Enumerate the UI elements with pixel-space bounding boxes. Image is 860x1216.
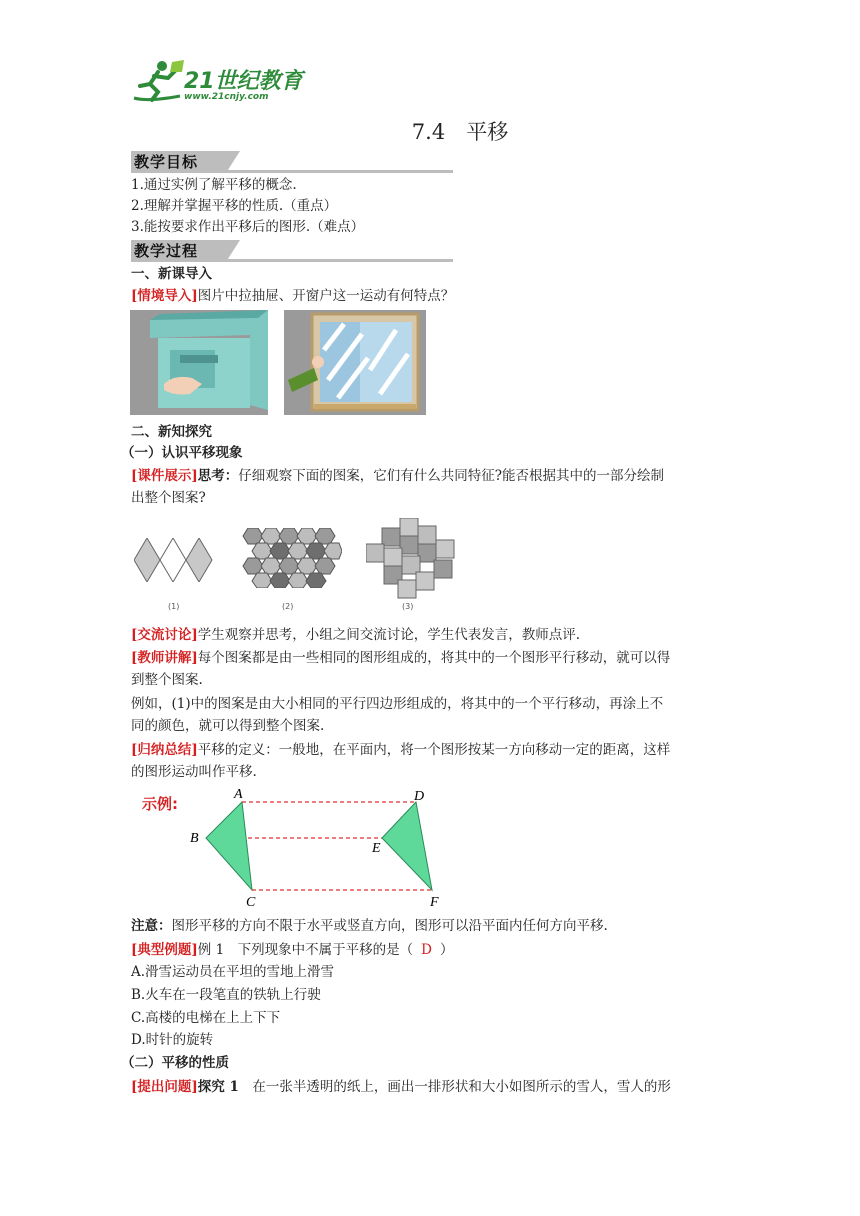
option-item: B.火车在一段笔直的铁轨上行驶 <box>131 987 321 1003</box>
section-bar-goals <box>131 151 453 173</box>
pattern-label: (1) <box>168 602 180 611</box>
answer: D <box>421 942 432 958</box>
goal-item: 1.通过实例了解平移的概念. <box>131 177 297 193</box>
translation-diagram <box>186 786 446 910</box>
question-line: [提出问题]探究 1 在一张半透明的纸上，画出一排形状和大小如图所示的雪人，雪人的形 <box>131 1079 671 1095</box>
drawer-image <box>130 310 268 415</box>
section-bar-process <box>131 240 453 262</box>
point-label: D <box>414 789 425 804</box>
discuss-line: [交流讨论]学生观察并思考，小组之间交流讨论，学生代表发言，教师点评. <box>131 627 581 643</box>
subheading-properties: （二）平移的性质 <box>121 1055 229 1071</box>
typical-line: [典型例题]例 1 下列现象中不属于平移的是（ D ） <box>131 942 454 958</box>
point-label: A <box>234 787 243 802</box>
page-title: 7.4 平移 <box>411 120 509 144</box>
goal-item: 3.能按要求作出平移后的图形.（难点） <box>131 219 365 235</box>
point-label: E <box>372 841 381 856</box>
show-line: [课件展示]思考：仔细观察下面的图案，它们有什么共同特征?能否根据其中的一部分绘制 <box>131 468 665 484</box>
summary-line: [归纳总结]平移的定义：一般地，在平面内，将一个图形按某一方向移动一定的距离，这样 <box>131 742 671 758</box>
pattern-rhombus <box>134 538 214 582</box>
option-item: A.滑雪运动员在平坦的雪地上滑雪 <box>131 964 335 980</box>
summary-line: 的图形运动叫作平移. <box>131 764 257 780</box>
demo-label: 示例: <box>142 795 178 813</box>
section-title-goals: 教学目标 <box>131 151 226 173</box>
note-line: 注意：图形平移的方向不限于水平或竖直方向，图形可以沿平面内任何方向平移. <box>131 918 608 934</box>
heading-new-knowledge: 二、新知探究 <box>131 424 212 440</box>
point-label: F <box>430 895 439 910</box>
goal-item: 2.理解并掌握平移的性质.（重点） <box>131 198 338 214</box>
example-line: 同的颜色，就可以得到整个图案. <box>131 718 325 734</box>
window-image <box>284 310 426 415</box>
point-label: B <box>190 831 199 846</box>
example-line: 例如，(1)中的图案是由大小相同的平行四边形组成的，将其中的一个平行移动，再涂上不 <box>131 696 664 712</box>
pattern-hexagon <box>240 528 342 588</box>
situation-line: [情境导入]图片中拉抽屉、开窗户这一运动有何特点？ <box>131 288 455 304</box>
logo-url: www.21cnjy.com <box>184 92 269 102</box>
pattern-label: (3) <box>402 602 414 611</box>
heading-new-lesson: 一、新课导入 <box>131 266 212 282</box>
runner-icon <box>128 58 188 106</box>
section-title-process: 教学过程 <box>131 240 226 262</box>
pattern-label: (2) <box>282 602 294 611</box>
subheading-phenomenon: （一）认识平移现象 <box>121 445 243 461</box>
show-line: 出整个图案? <box>131 490 206 506</box>
option-item: C.高楼的电梯在上上下下 <box>131 1010 281 1026</box>
tag-situation: [情境导入] <box>131 288 198 304</box>
point-label: C <box>246 895 256 910</box>
logo <box>128 58 308 108</box>
option-item: D.时针的旋转 <box>131 1032 214 1048</box>
teacher-line: [教师讲解]每个图案都是由一些相同的图形组成的，将其中的一个图形平行移动，就可以得 <box>131 650 671 666</box>
teacher-line: 到整个图案. <box>131 672 203 688</box>
logo-brand: 21世纪教育 <box>184 69 303 94</box>
pattern-square <box>366 518 458 600</box>
